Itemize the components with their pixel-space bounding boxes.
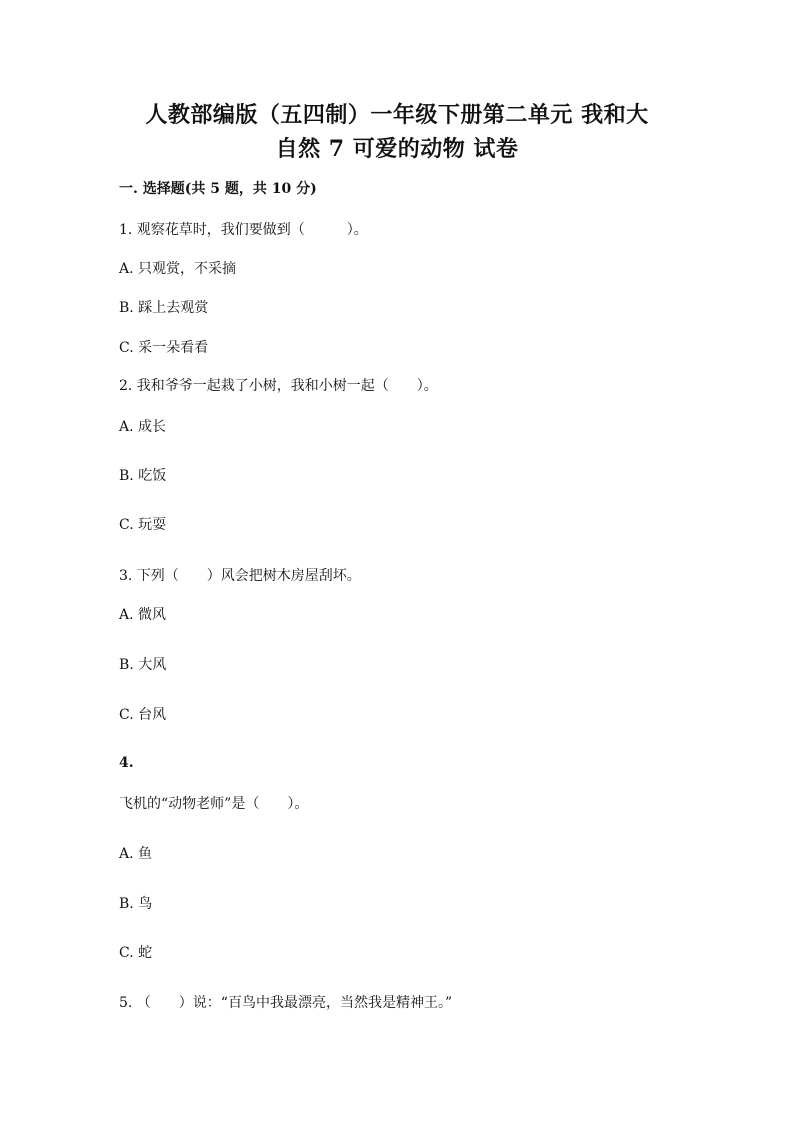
question-2-option-a: A. 成长 — [119, 419, 167, 435]
question-3-stem: 3. 下列（ ）风会把树木房屋刮坏。 — [119, 568, 361, 584]
question-1-stem: 1. 观察花草时，我们要做到（ ）。 — [119, 222, 368, 238]
question-5-stem: 5. （ ）说：“百鸟中我最漂亮，当然我是精神王。” — [119, 995, 453, 1011]
question-4-option-a: A. 鱼 — [119, 846, 153, 862]
question-2-option-c: C. 玩耍 — [119, 517, 167, 533]
question-3-option-b: B. 大风 — [119, 657, 167, 673]
question-4-stem: 飞机的“动物老师”是（ ）。 — [119, 796, 309, 812]
question-2-stem: 2. 我和爷爷一起栽了小树，我和小树一起（ ）。 — [119, 378, 438, 394]
question-1-option-a: A. 只观赏，不采摘 — [119, 261, 237, 277]
question-4-number: 4. — [119, 755, 134, 771]
question-4-option-c: C. 蛇 — [119, 945, 153, 961]
question-2-option-b: B. 吃饭 — [119, 468, 167, 484]
question-1-option-b: B. 踩上去观赏 — [119, 300, 209, 316]
exam-title-line-1: 人教部编版（五四制）一年级下册第二单元 我和大 — [145, 102, 649, 128]
question-3-option-a: A. 微风 — [119, 607, 167, 623]
question-3-option-c: C. 台风 — [119, 707, 167, 723]
section-heading: 一. 选择题(共 5 题，共 10 分) — [119, 181, 317, 197]
exam-title-line-2: 自然 7 可爱的动物 试卷 — [275, 136, 519, 162]
question-1-option-c: C. 采一朵看看 — [119, 340, 209, 356]
question-4-option-b: B. 鸟 — [119, 896, 153, 912]
